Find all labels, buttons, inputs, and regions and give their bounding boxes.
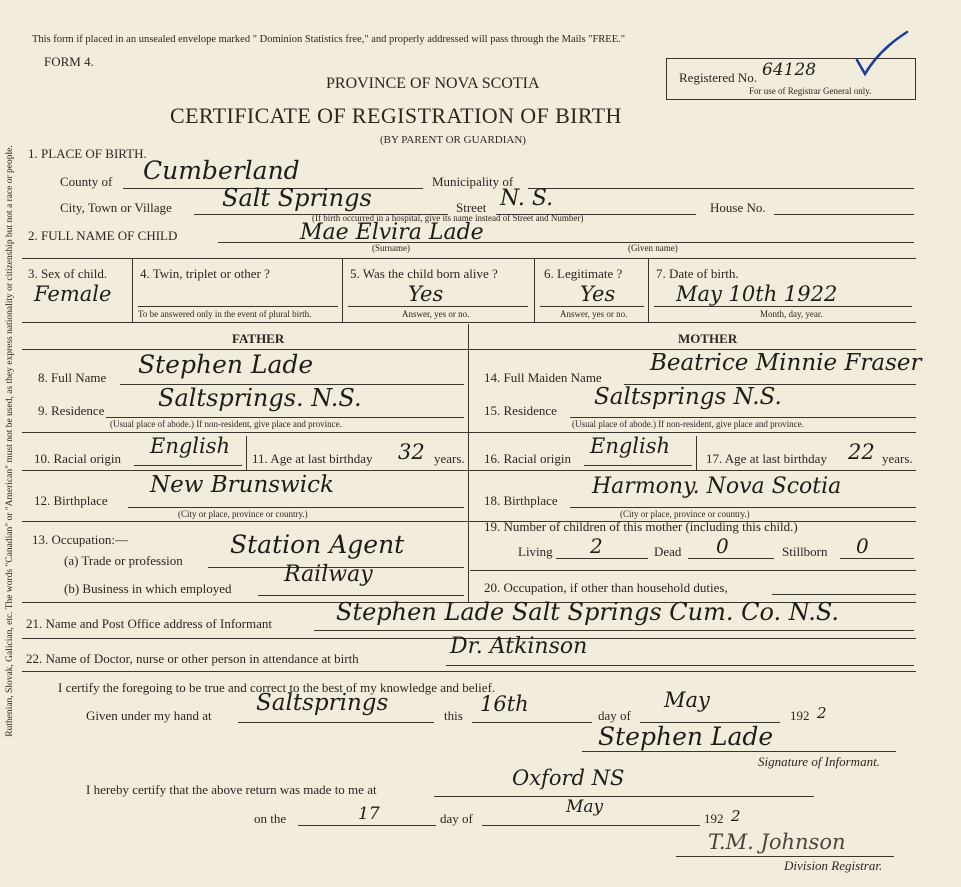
legitimate-note: Answer, yes or no. (560, 309, 628, 319)
certificate-subtitle: (BY PARENT OR GUARDIAN) (380, 134, 526, 146)
stillborn-label: Stillborn (782, 544, 828, 559)
child-name-label: 2. FULL NAME OF CHILD (28, 228, 178, 243)
father-birthplace-label: 12. Birthplace (34, 493, 108, 508)
mother-residence-label: 15. Residence (484, 403, 557, 418)
business-value: Railway (284, 562, 373, 587)
hospital-note: (If birth occurred in a hospital, give its name instead of Street and Number) (312, 213, 584, 223)
on-the-label: on the (254, 811, 287, 826)
father-residence-value: Saltsprings. N.S. (158, 384, 362, 412)
date-label: 7. Date of birth. (656, 266, 739, 281)
twin-label: 4. Twin, triplet or other ? (140, 266, 270, 281)
father-name-value: Stephen Lade (138, 350, 314, 379)
informant-signature-label: Signature of Informant. (758, 754, 880, 769)
municipality-label: Municipality of (432, 174, 514, 189)
city-value: Salt Springs (222, 184, 372, 212)
province-heading: PROVINCE OF NOVA SCOTIA (326, 75, 540, 92)
date-value: May 10th 1922 (676, 282, 838, 306)
father-racial-value: English (150, 434, 231, 458)
informant-signature: Stephen Lade (598, 722, 774, 751)
registrar-signature: T.M. Johnson (708, 830, 846, 854)
surname-note: (Surname) (372, 243, 410, 253)
sex-value: Female (34, 282, 112, 306)
father-residence-label: 9. Residence (38, 403, 105, 418)
mother-age-value: 22 (848, 440, 875, 464)
registered-label: Registered No. (679, 70, 757, 85)
mother-age-unit: years. (882, 451, 913, 466)
registrar-day-value: 17 (358, 804, 380, 824)
certify-statement: I certify the foregoing to be true and correct to the best of my knowledge and belief. (58, 680, 496, 695)
place-of-birth-heading: 1. PLACE OF BIRTH. (28, 146, 147, 161)
trade-label: (a) Trade or profession (64, 553, 183, 568)
given-place-value: Saltsprings (256, 690, 389, 716)
mother-racial-value: English (590, 434, 671, 458)
registrar-month-value: May (566, 797, 604, 817)
mother-name-value: Beatrice Minnie Fraser (650, 350, 922, 376)
stillborn-value: 0 (856, 534, 869, 558)
mother-residence-note: (Usual place of abode.) If non-resident, give place and province. (572, 419, 804, 429)
father-heading: FATHER (232, 331, 285, 346)
given-name-note: (Given name) (628, 243, 678, 253)
children-label: 19. Number of children of this mother (including this child.) (484, 519, 798, 534)
given-year-prefix: 192 (790, 708, 810, 723)
twin-note: To be answered only in the event of plural birth. (138, 309, 312, 319)
doctor-value: Dr. Atkinson (450, 634, 588, 659)
legitimate-label: 6. Legitimate ? (544, 266, 623, 281)
registrar-year-prefix: 192 (704, 811, 724, 826)
alive-label: 5. Was the child born alive ? (350, 266, 498, 281)
informant-label: 21. Name and Post Office address of Informant (26, 616, 272, 631)
mother-birthplace-note: (City or place, province or country.) (620, 509, 750, 519)
father-age-unit: years. (434, 451, 465, 466)
father-occupation-label: 13. Occupation:— (32, 532, 129, 547)
dead-label: Dead (654, 544, 682, 559)
living-label: Living (518, 544, 553, 559)
side-margin (0, 0, 20, 887)
business-label: (b) Business in which employed (64, 581, 232, 596)
father-name-label: 8. Full Name (38, 370, 107, 385)
given-day-value: 16th (480, 692, 529, 716)
legitimate-value: Yes (580, 282, 616, 306)
mother-birthplace-label: 18. Birthplace (484, 493, 558, 508)
house-label: House No. (710, 200, 766, 215)
street-value: N. S. (500, 186, 554, 211)
registrar-signature-label: Division Registrar. (784, 858, 883, 873)
given-month-value: May (664, 688, 710, 712)
mother-racial-label: 16. Racial origin (484, 451, 572, 466)
check-mark-icon (855, 30, 911, 80)
sex-label: 3. Sex of child. (28, 266, 108, 281)
living-value: 2 (590, 534, 603, 558)
father-residence-note: (Usual place of abode.) If non-resident, give place and province. (110, 419, 342, 429)
trade-value: Station Agent (230, 530, 405, 559)
registrar-place-value: Oxford NS (512, 766, 625, 790)
mother-age-label: 17. Age at last birthday (706, 451, 827, 466)
side-note: Ruthenian, Slovak, Galician, etc. The words "Canadian" or "American" must not be used, as they express nationality or citizenship but not a race or people. (5, 145, 15, 737)
alive-value: Yes (408, 282, 444, 306)
mail-notice: This form if placed in an unsealed envelope marked " Dominion Statistics free," and properly addressed will pass through the Mails "FREE." (32, 34, 626, 45)
county-label: County of (60, 174, 113, 189)
mother-occupation-label: 20. Occupation, if other than household duties, (484, 580, 728, 595)
street-label: Street (456, 200, 487, 215)
given-label: Given under my hand at (86, 708, 212, 723)
date-note: Month, day, year. (760, 309, 823, 319)
registrar-day-of-label: day of (440, 811, 473, 826)
doctor-label: 22. Name of Doctor, nurse or other person in attendance at birth (26, 651, 359, 666)
father-age-value: 32 (398, 440, 425, 464)
registrar-year-suffix: 2 (731, 807, 741, 825)
dead-value: 0 (716, 534, 729, 558)
city-label: City, Town or Village (60, 200, 172, 215)
registered-number: 64128 (762, 60, 817, 80)
registered-note: For use of Registrar General only. (749, 86, 872, 96)
father-birthplace-value: New Brunswick (150, 472, 334, 498)
given-day-of-label: day of (598, 708, 631, 723)
this-label: this (444, 708, 463, 723)
mother-heading: MOTHER (678, 331, 738, 346)
father-racial-label: 10. Racial origin (34, 451, 122, 466)
mother-name-label: 14. Full Maiden Name (484, 370, 602, 385)
mother-birthplace-value: Harmony. Nova Scotia (592, 474, 842, 499)
child-name-value: Mae Elvira Lade (300, 220, 484, 245)
mother-residence-value: Saltsprings N.S. (594, 384, 782, 410)
alive-note: Answer, yes or no. (402, 309, 470, 319)
form-number: FORM 4. (44, 54, 94, 69)
father-age-label: 11. Age at last birthday (252, 451, 373, 466)
county-value: Cumberland (143, 156, 300, 185)
informant-value: Stephen Lade Salt Springs Cum. Co. N.S. (336, 598, 840, 626)
registrar-statement: I hereby certify that the above return was made to me at (86, 782, 377, 797)
certificate-title: CERTIFICATE OF REGISTRATION OF BIRTH (170, 103, 622, 128)
father-birthplace-note: (City or place, province or country.) (178, 509, 308, 519)
given-year-suffix: 2 (817, 704, 827, 722)
